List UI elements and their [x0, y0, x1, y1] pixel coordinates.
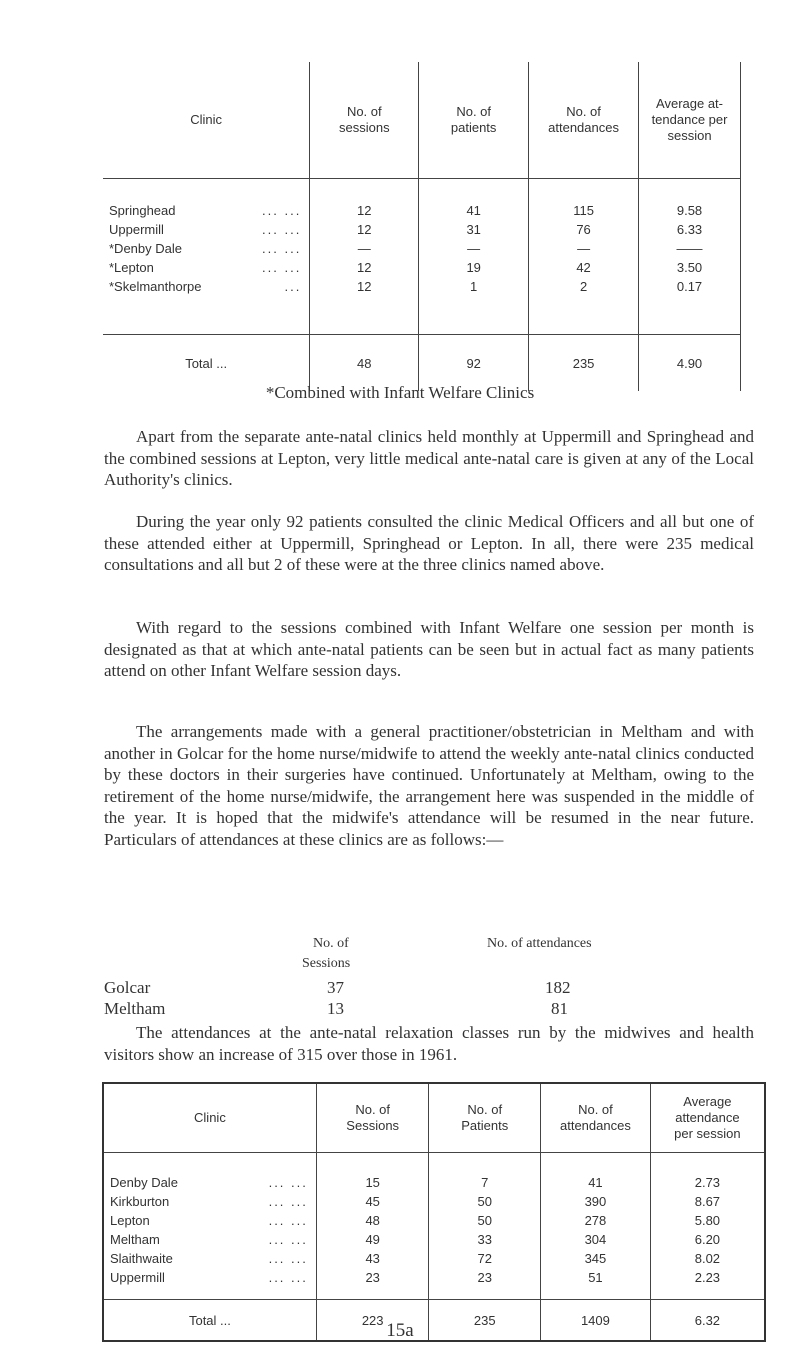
leader-dots: ... ...	[262, 260, 302, 275]
cell-value: 278	[584, 1213, 607, 1228]
cell-value: 345	[584, 1251, 607, 1266]
clinic-name: *Lepton	[109, 260, 154, 275]
table-row	[104, 1230, 316, 1249]
total-label: Total ...	[103, 335, 310, 392]
cell-value: 43	[365, 1251, 380, 1266]
cell-value: 41	[466, 203, 481, 218]
clinic-name: Meltham	[110, 1232, 160, 1247]
table-row	[104, 1173, 316, 1192]
cell-value: 12	[357, 279, 372, 294]
header-average	[650, 1083, 765, 1153]
clinic-name: *Skelmanthorpe	[109, 279, 202, 294]
cell-value: 33	[477, 1232, 492, 1247]
leader-dots: ...	[284, 279, 302, 294]
list-item-sessions: 13	[327, 999, 344, 1018]
list-item-place: Golcar	[104, 978, 151, 997]
total-average: 4.90	[639, 335, 741, 392]
paragraph: Apart from the separate ante-natal clinics held monthly at Uppermill and Springhead and the combined sessions at Lepton, very little medical ante-natal care is given at any of the Local Authority's clinics.	[104, 427, 754, 489]
cell-value: 2	[579, 279, 588, 294]
mini-header-attendances: No. of attendances	[487, 936, 592, 951]
header-text: attendance	[675, 1109, 740, 1125]
cell-value: 12	[357, 222, 372, 237]
header-text: attendances	[560, 1118, 631, 1133]
cell-value: 45	[365, 1194, 380, 1209]
header-text: Clinic	[194, 1109, 226, 1125]
cell-value: 1	[470, 279, 478, 294]
cell-value: 23	[365, 1270, 380, 1285]
header-sessions	[316, 1083, 429, 1153]
header-text: No. of	[456, 103, 492, 119]
cell-value: 9.58	[676, 203, 703, 218]
cell-value: 6.33	[676, 222, 703, 237]
total-patients: 235	[429, 1300, 541, 1342]
cell-value: 3.50	[676, 260, 703, 275]
header-text: attendances	[548, 120, 619, 135]
cell-value: 76	[576, 222, 591, 237]
cell-value: 5.80	[694, 1213, 721, 1228]
cell-value: 8.67	[694, 1194, 721, 1209]
leader-dots: ... ...	[268, 1232, 308, 1247]
leader-dots: ... ...	[268, 1213, 308, 1228]
clinic-name: Denby Dale	[110, 1175, 178, 1190]
total-attendances: 1409	[541, 1300, 651, 1342]
table-body	[103, 1153, 765, 1300]
header-attendances	[541, 1083, 651, 1153]
table-header-row	[103, 1083, 765, 1153]
cell-value: 8.02	[694, 1251, 721, 1266]
cell-value: 2.23	[694, 1270, 721, 1285]
cell-value: 31	[466, 222, 481, 237]
cell-value: —	[577, 241, 591, 256]
cell-value: 50	[477, 1213, 492, 1228]
cell-value: 12	[357, 203, 372, 218]
cell-value: 51	[588, 1270, 603, 1285]
header-text: patients	[450, 120, 497, 135]
leader-dots: ... ...	[268, 1194, 308, 1209]
cell-value: 48	[365, 1213, 380, 1228]
clinic-column	[103, 1153, 316, 1300]
header-text: sessions	[339, 120, 390, 135]
total-average: 6.32	[650, 1300, 765, 1342]
cell-value: 15	[365, 1175, 380, 1190]
cell-value: 49	[365, 1232, 380, 1247]
leader-dots: ... ...	[268, 1270, 308, 1285]
list-item-sessions: 37	[327, 978, 344, 997]
cell-value: —	[357, 241, 371, 256]
leader-dots: ... ...	[268, 1251, 308, 1266]
cell-value: 115	[573, 203, 594, 218]
cell-value: 0.17	[676, 279, 703, 294]
clinic-name: Uppermill	[109, 222, 164, 237]
cell-value: 6.20	[694, 1232, 721, 1247]
header-text: No. of	[566, 103, 601, 119]
header-text: Sessions	[346, 1118, 400, 1133]
header-text: session	[667, 128, 712, 144]
header-text: No. of	[578, 1101, 613, 1117]
mini-header-sessions-1: No. of	[313, 936, 349, 951]
header-clinic	[103, 1083, 316, 1153]
paragraph: The attendances at the ante-natal relaxation classes run by the midwives and health visitors show an increase of 315 over those in 1961.	[104, 1023, 754, 1064]
leader-dots: ... ...	[268, 1175, 308, 1190]
leader-dots: ... ...	[262, 222, 302, 237]
header-text: Clinic	[190, 111, 223, 127]
clinic-name: *Denby Dale	[109, 241, 182, 256]
cell-value: 19	[466, 260, 481, 275]
header-text: per session	[674, 1126, 741, 1142]
header-text: Average at-	[656, 95, 723, 111]
header-text: No. of	[346, 103, 382, 119]
header-text: Patients	[461, 1118, 509, 1133]
average-column	[650, 1153, 765, 1300]
total-patients: 92	[419, 335, 529, 392]
clinic-name: Springhead	[109, 203, 176, 218]
total-sessions: 48	[310, 335, 419, 392]
list-item-place: Meltham	[104, 999, 166, 1018]
table-row	[104, 1268, 316, 1287]
paragraph: During the year only 92 patients consulted the clinic Medical Officers and all but one of these attended either at Uppermill, Springhead or Lepton. In all, there were 235 medical consultations and all but 2 of these were at the three clinics named above.	[104, 512, 754, 574]
header-text: No. of	[467, 1101, 503, 1117]
cell-value: —	[467, 241, 481, 256]
total-sessions: 223	[316, 1300, 429, 1342]
cell-value: 42	[576, 260, 591, 275]
cell-value: 2.73	[694, 1175, 721, 1190]
table-row	[104, 1192, 316, 1211]
header-patients	[429, 1083, 541, 1153]
list-item-attendances: 81	[551, 999, 568, 1018]
page-number: 15a	[386, 1320, 414, 1341]
list-item-attendances: 182	[545, 978, 571, 997]
clinic-name: Slaithwaite	[110, 1251, 173, 1266]
total-attendances: 235	[529, 335, 639, 392]
header-text: tendance per	[651, 111, 728, 127]
header-text: Average	[683, 1093, 732, 1109]
paragraph: The arrangements made with a general practitioner/obstetrician in Meltham and with another in Golcar for the home nurse/midwife to attend the weekly ante-natal clinics conducted by these doctors in their surgeries have continued. Unfortunately at Meltham, owing to the retirement of the home nurse/midwife, the arrangement here was suspended in the middle of the year. It is hoped that the midwife's attendance will be resumed in the near future. Particulars of attendances at these clinics are as follows:—	[104, 722, 754, 849]
relaxation-classes-table	[102, 1082, 766, 1342]
cell-value: 23	[477, 1270, 492, 1285]
clinic-name: Uppermill	[110, 1270, 165, 1285]
cell-value: 72	[477, 1251, 492, 1266]
cell-value: 7	[481, 1175, 489, 1190]
clinic-name: Lepton	[110, 1213, 150, 1228]
table-row	[104, 1211, 316, 1230]
paragraph: With regard to the sessions combined with Infant Welfare one session per month is designated as that at which ante-natal patients can be seen but in actual fact as many patients attend on other Infant Welfare session days.	[104, 618, 754, 680]
total-label: Total ...	[103, 1300, 316, 1342]
cell-value: ——	[676, 241, 703, 256]
table-footnote: *Combined with Infant Welfare Clinics	[265, 383, 535, 402]
cell-value: 41	[588, 1175, 603, 1190]
patients-column	[429, 1153, 541, 1300]
leader-dots: ... ...	[262, 203, 302, 218]
clinic-name: Kirkburton	[110, 1194, 170, 1209]
header-text: No. of	[355, 1101, 391, 1117]
mini-header-sessions-2: Sessions	[302, 956, 351, 971]
cell-value: 390	[584, 1194, 607, 1209]
sessions-column	[316, 1153, 429, 1300]
leader-dots: ... ...	[262, 241, 302, 256]
attendances-column	[541, 1153, 651, 1300]
cell-value: 304	[584, 1232, 607, 1247]
table-row	[104, 1249, 316, 1268]
cell-value: 12	[357, 260, 372, 275]
cell-value: 50	[477, 1194, 492, 1209]
